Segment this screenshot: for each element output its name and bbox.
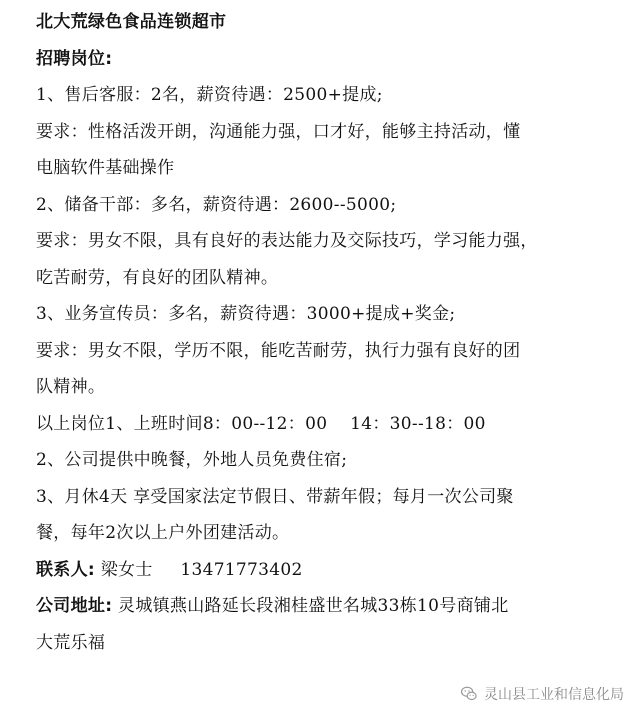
contact-line <box>36 552 596 589</box>
job-posting-document <box>36 4 596 661</box>
holiday-note-line2: 餐，每年2次以上户外团建活动。 <box>36 523 290 543</box>
address-text-line2: 大荒乐福 <box>36 632 106 653</box>
holiday-note-line1: 3、月休4天 享受国家法定节假日、带薪年假；每月一次公司聚 <box>36 486 514 507</box>
job3-line: 3、业务宣传员：多名，薪资待遇：3000+提成+奖金; <box>36 304 456 324</box>
contact-label: 联系人: <box>36 559 95 580</box>
contact-phone: 13471773402 <box>180 559 303 580</box>
wechat-icon <box>460 685 478 703</box>
work-hours-note: 以上岗位1、上班时间8：00--12：00 14：30--18：00 <box>36 413 486 434</box>
address-line1 <box>36 588 596 625</box>
job1-requirement-line1: 要求：性格活泼开朗，沟通能力强，口才好，能够主持活动，懂 <box>36 121 521 142</box>
address-label: 公司地址: <box>36 596 113 616</box>
job2-line: 2、储备干部：多名，薪资待遇：2600--5000; <box>36 194 397 215</box>
job2-requirement-line1: 要求：男女不限，具有良好的表达能力及交际技巧，学习能力强， <box>36 231 538 251</box>
meals-note: 2、公司提供中晚餐，外地人员免费住宿; <box>36 450 348 470</box>
contact-name: 梁女士 <box>100 559 153 580</box>
watermark-text: 灵山县工业和信息化局 <box>484 687 624 703</box>
job3-requirement-line1: 要求：男女不限，学历不限，能吃苦耐劳，执行力强有良好的团 <box>36 340 521 361</box>
job1-requirement-line2: 电脑软件基础操作 <box>36 158 175 178</box>
positions-heading: 招聘岗位: <box>36 48 113 69</box>
job3-requirement-line2: 队精神。 <box>36 377 106 397</box>
job2-requirement-line2: 吃苦耐劳，有良好的团队精神。 <box>36 267 279 288</box>
job1-line: 1、售后客服：2名，薪资待遇：2500+提成; <box>36 85 383 105</box>
address-text-line1: 灵城镇燕山路延长段湘桂盛世名城33栋10号商铺北 <box>118 596 509 616</box>
watermark <box>460 684 624 704</box>
document-title: 北大荒绿色食品连锁超市 <box>36 12 227 32</box>
